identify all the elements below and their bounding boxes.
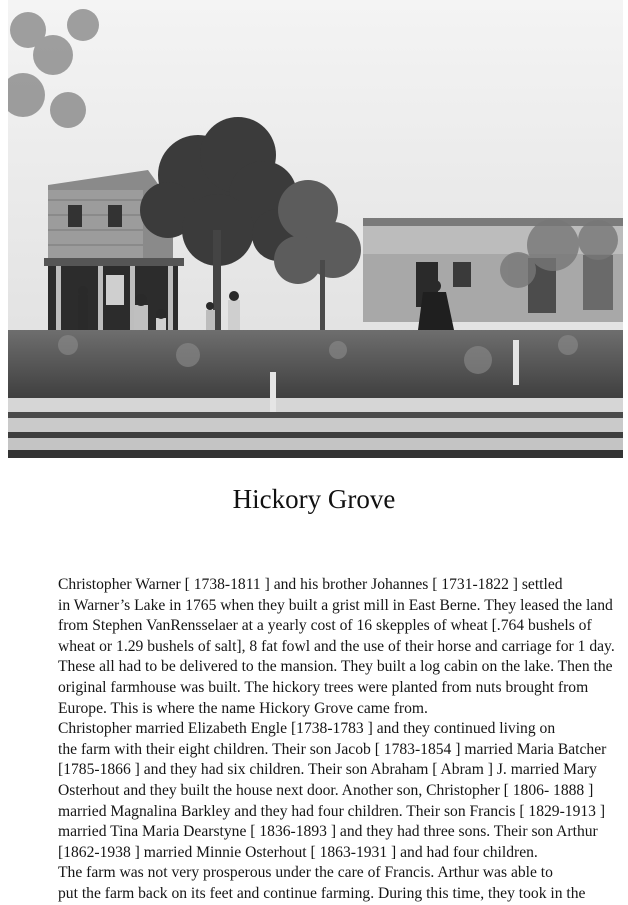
text-line: [1862-1938 ] married Minnie Osterhout [ 1863-1931 ] and had four children. [58, 843, 538, 861]
text-line: the farm with their eight children. Their son Jacob [ 1783-1854 ] married Maria Batcher [58, 740, 607, 758]
text-line: [1785-1866 ] and they had six children. Their son Abraham [ Abram ] J. married Mary [58, 761, 597, 779]
text-line: Europe. This is where the name Hickory Grove came from. [58, 699, 428, 717]
text-line: married Tina Maria Dearstyne [ 1836-1893 ] and they had three sons. Their son Arthur [58, 823, 598, 841]
text-line: wheat or 1.29 bushels of salt], 8 fat fowl and the use of their horse and carriage for 1 day. [58, 637, 615, 655]
section-heading: Hickory Grove [232, 484, 396, 514]
text-line: Osterhout and they built the house next door. Another son, Christopher [ 1806- 1888 ] [58, 781, 594, 799]
text-line: Christopher married Elizabeth Engle [1738-1783 ] and they continued living on [58, 720, 556, 738]
text-line: original farmhouse was built. The hickory trees were planted from nuts brought from [58, 678, 589, 696]
text-line: put the farm back on its feet and continue farming. During this time, they took in the [58, 884, 586, 902]
text-line: Christopher Warner [ 1738-1811 ] and his brother Johannes [ 1731-1822 ] settled [58, 576, 563, 593]
article-body [6, 575, 622, 905]
text-line: These all had to be delivered to the mansion. They built a log cabin on the lake. Then the [58, 658, 613, 676]
text-line: The farm was not very prosperous under the care of Francis. Arthur was able to [58, 864, 553, 882]
text-line: in Warner’s Lake in 1765 when they built a grist mill in East Berne. They leased the land [58, 596, 613, 614]
paragraph [6, 575, 622, 719]
paragraph [6, 863, 622, 904]
text-line: from Stephen VanRensselaer at a yearly cost of 16 skepples of wheat [.764 bushels of [58, 617, 592, 635]
text-line: married Magnalina Barkley and they had four children. Their son Francis [ 1829-1913 ] [58, 802, 606, 820]
homestead-photo [8, 0, 623, 458]
paragraph [6, 719, 622, 863]
